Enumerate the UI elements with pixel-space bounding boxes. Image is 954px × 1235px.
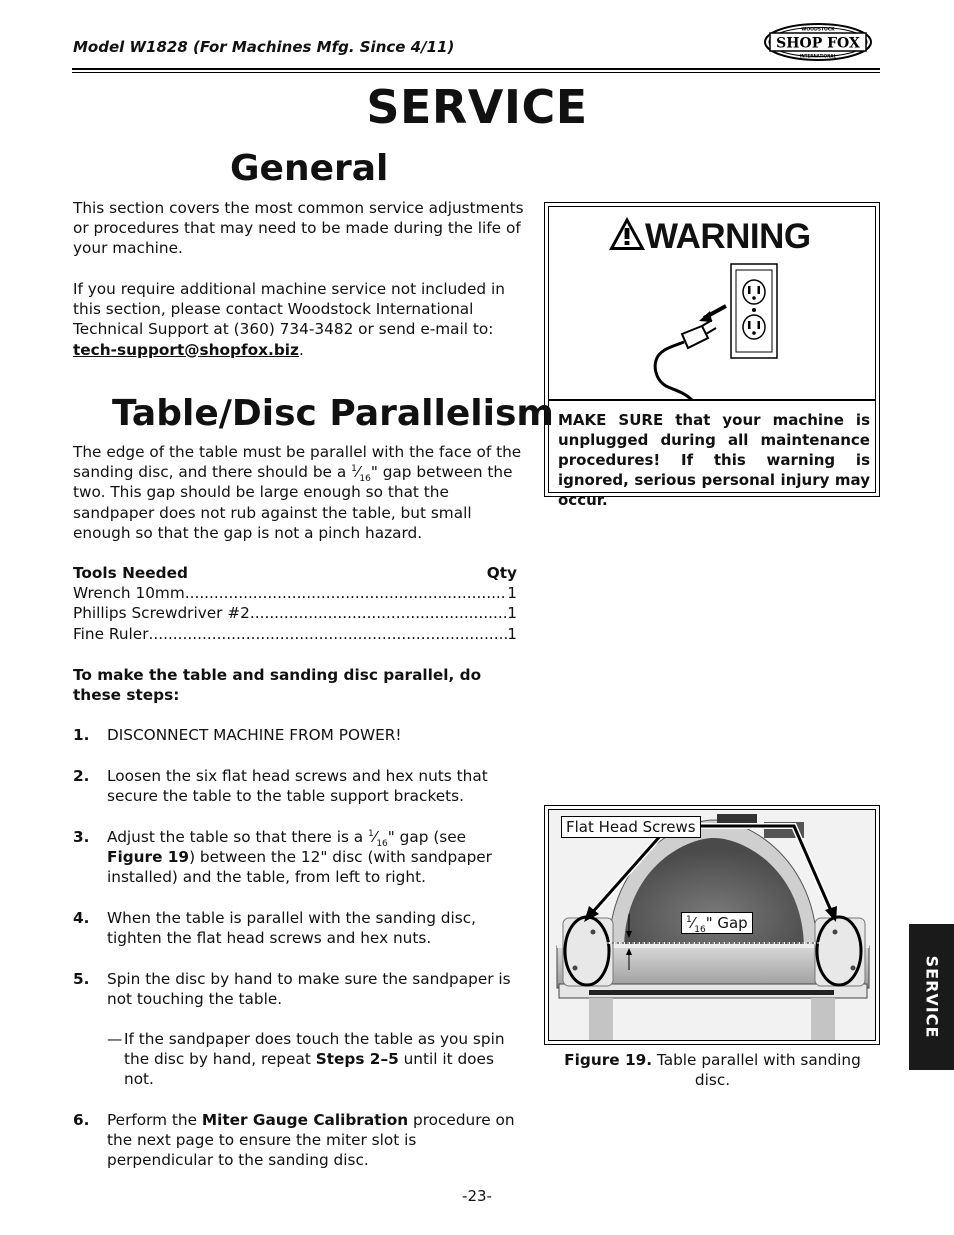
general-paragraph-1: This section covers the most common service adjustments or procedures that may need to be made during the life of your machine. [73, 199, 524, 258]
warning-text: MAKE SURE that your machine is unplugged during all maintenance procedures! If this warning is ignored, serious personal injury may occur. [558, 411, 870, 509]
caption-text: Table parallel with sanding disc. [652, 1051, 861, 1090]
step-5-substep [107, 1029, 517, 1090]
section-intro: The edge of the table must be parallel with the face of the sanding disc, and there should be a $^1⁄_{16}$" gap between the two. This gap should be large enough so that the sandpaper does not rub against the table, but small enough so that the gap is not a pinch hazard. [73, 443, 522, 542]
step-number: 2. [73, 767, 90, 785]
tool-name: Wrench 10mm [73, 584, 185, 603]
logo-top-text: WOODSTOCK [801, 27, 835, 33]
step-1 [73, 725, 523, 745]
step-5 [73, 969, 523, 1009]
steps-intro: To make the table and sanding disc parallel, do these steps: [73, 666, 482, 705]
section-intro-a: The edge of the table must be parallel with the face of the sanding disc, and there should be a [73, 443, 522, 482]
step-text: Adjust the table so that there is a $^1⁄_{16}$" gap (see Figure 19) between the 12" disc (with sandpaper installed) and the table, from left to right. [107, 828, 492, 887]
substep-text: If the sandpaper does touch the table as you spin the disc by hand, repeat Steps 2–5 until it does not. [124, 1030, 505, 1089]
general-paragraph-2-text: If you require additional machine service not included in this section, please contact Woodstock International Technical Support at (360) 734-3482 or send e-mail to: [73, 280, 505, 339]
logo-text: SHOP FOX [776, 35, 860, 52]
tool-row [73, 624, 517, 644]
tool-name: Phillips Screwdriver #2 [73, 604, 250, 623]
step-text: Perform the Miter Gauge Calibration procedure on the next page to ensure the miter slot is perpendicular to the sanding disc. [107, 1111, 515, 1170]
figure-reference: Figure 19 [107, 848, 190, 867]
caption-label: Figure 19. [564, 1051, 653, 1069]
unplug-outlet-icon [644, 262, 784, 402]
warning-triangle-icon [607, 214, 647, 254]
header-rule-thin [72, 72, 880, 73]
step-4 [73, 908, 523, 948]
tool-row [73, 583, 517, 603]
support-email-link[interactable]: tech-support@shopfox.biz [73, 340, 299, 359]
header-model-text: Model W1828 (For Machines Mfg. Since 4/11) [73, 38, 455, 56]
tools-table [73, 563, 517, 644]
general-paragraph-2 [73, 279, 533, 360]
header-rule-thick [72, 68, 880, 70]
step-number: 6. [73, 1111, 90, 1129]
page-number: -23- [462, 1187, 492, 1205]
step-number: 4. [73, 909, 90, 927]
gap-denominator: 16 [359, 474, 371, 485]
figure-19-box [544, 805, 880, 1045]
period: . [298, 340, 304, 359]
logo-bottom-text: INTERNATIONAL [799, 53, 837, 59]
step-number: 5. [73, 970, 90, 988]
figure-19-caption [560, 1050, 865, 1090]
tools-header-label: Tools Needed [73, 564, 188, 582]
warning-box [544, 202, 880, 509]
callout-gap: $^1⁄_{16}$" Gap [681, 912, 753, 934]
step-text: DISCONNECT MACHINE FROM POWER! [107, 726, 402, 744]
warning-title: WARNING [645, 217, 811, 256]
section-intro-b: " gap between the two. This gap should be large enough so that the sandpaper does not rub against the table, but small enough so that the gap is not a pinch hazard. [73, 463, 513, 542]
step-2 [73, 766, 523, 806]
step-text: Spin the disc by hand to make sure the sandpaper is not touching the table. [107, 970, 511, 1009]
gap-numerator: 1 [351, 464, 357, 475]
tool-row [73, 603, 517, 623]
tool-qty: 1 [507, 584, 517, 603]
tool-qty: 1 [507, 624, 517, 643]
tool-name: Fine Ruler [73, 624, 149, 643]
callout-flat-head-screws: Flat Head Screws [561, 816, 701, 838]
step-6 [73, 1110, 523, 1171]
section-heading: Table/Disc Parallelism [112, 393, 554, 434]
step-number: 1. [73, 726, 90, 744]
dash: — [107, 1030, 123, 1048]
step-3 [73, 827, 523, 888]
shop-fox-logo [763, 22, 873, 62]
step-text: Loosen the six flat head screws and hex nuts that secure the table to the table support brackets. [107, 767, 488, 806]
side-tab-label: SERVICE [922, 955, 941, 1039]
general-heading: General [230, 148, 389, 189]
tools-header-qty: Qty [486, 564, 517, 582]
tools-header [73, 563, 517, 583]
step-text: When the table is parallel with the sanding disc, tighten the flat head screws and hex nuts. [107, 909, 476, 948]
step-number: 3. [73, 828, 90, 846]
warning-divider [549, 399, 875, 401]
page-title: SERVICE [366, 80, 588, 134]
tool-qty: 1 [507, 604, 517, 623]
section-side-tab [909, 924, 954, 1070]
